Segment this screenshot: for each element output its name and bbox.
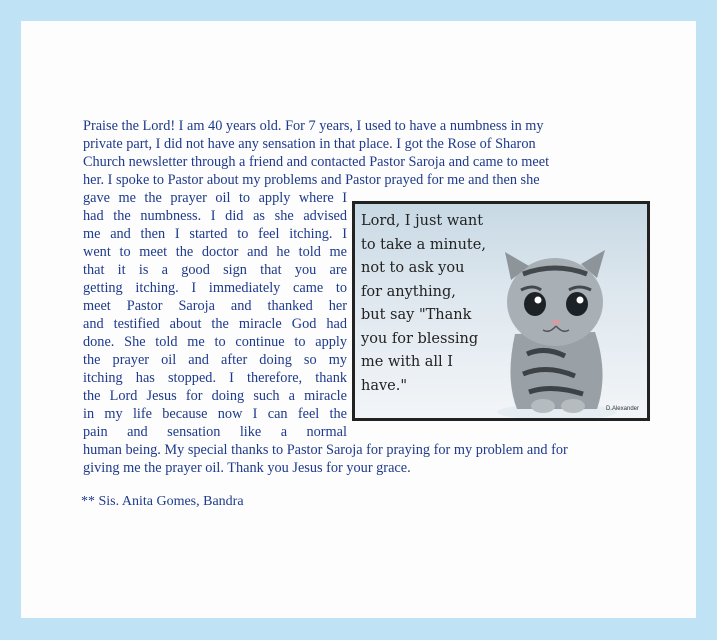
text-line: in my life because now I can feel the bbox=[83, 406, 347, 422]
text-line: meet Pastor Saroja and thanked her bbox=[83, 298, 347, 314]
text-line: the Lord Jesus for doing such a miracle bbox=[83, 388, 347, 404]
text-line: human being. My special thanks to Pastor Saroja for praying for my problem and for bbox=[83, 442, 568, 458]
text-line: done. She told me to continue to apply bbox=[83, 334, 347, 350]
quote-line: me with all I bbox=[361, 354, 454, 370]
text-line: Church newsletter through a friend and contacted Pastor Saroja and came to meet bbox=[83, 154, 550, 170]
quote-line: but say "Thank bbox=[361, 307, 472, 323]
quote-line: you for blessing bbox=[361, 330, 479, 347]
text-line: private part, I did not have any sensation in that place. I got the Rose of Sharon bbox=[83, 136, 536, 152]
text-line: itching has stopped. I therefore, thank bbox=[83, 370, 347, 386]
document-page bbox=[21, 21, 696, 618]
text-line: giving me the prayer oil. Thank you Jesus for your grace. bbox=[83, 460, 411, 476]
text-line: that it is a good sign that you are bbox=[83, 262, 347, 278]
quote-line: not to ask you bbox=[361, 260, 465, 276]
image-credit: D.Alexander bbox=[605, 406, 639, 412]
quote-line: for anything, bbox=[361, 283, 456, 300]
kitten-quote-image bbox=[352, 201, 650, 421]
text-line: the prayer oil and after doing so my bbox=[83, 352, 347, 368]
quote-line: have." bbox=[361, 377, 408, 394]
text-line: gave me the prayer oil to apply where I bbox=[83, 190, 347, 206]
text-line: pain and sensation like a normal bbox=[83, 424, 347, 440]
text-line: her. I spoke to Pastor about my problems and Pastor prayed for me and then she bbox=[83, 172, 540, 188]
text-line: went to meet the doctor and he told me bbox=[83, 244, 347, 260]
quote-line: to take a minute, bbox=[361, 236, 486, 253]
text-line: getting itching. I immediately came to bbox=[83, 280, 347, 296]
text-line: Praise the Lord! I am 40 years old. For 7 years, I used to have a numbness in my bbox=[83, 118, 544, 134]
quote-line: Lord, I just want bbox=[361, 213, 484, 229]
text-line: and testified about the miracle God had bbox=[83, 316, 347, 332]
text-line: me and then I started to feel itching. I bbox=[83, 226, 347, 242]
signature: ** Sis. Anita Gomes, Bandra bbox=[81, 494, 244, 509]
text-line: had the numbness. I did as she advised bbox=[83, 208, 347, 224]
quote-text bbox=[361, 210, 511, 398]
